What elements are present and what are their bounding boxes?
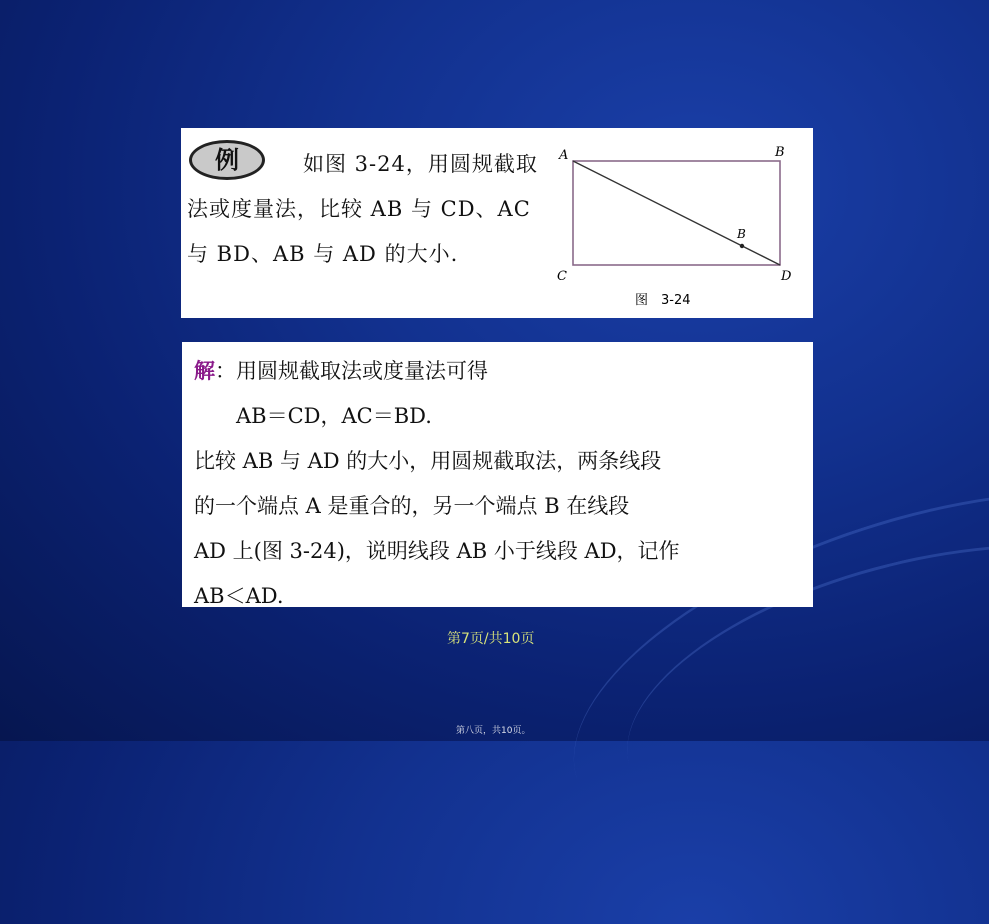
- solution-line: AB＜AD.: [194, 584, 284, 608]
- point-b-on-ad: [740, 244, 744, 248]
- solution-line: 比较 AB 与 AD 的大小，用圆规截取法，两条线段: [194, 449, 662, 473]
- label-b-on-ad: B: [737, 227, 746, 241]
- footer-text: 第八页，共10页。: [456, 726, 531, 736]
- label-b-top: B: [775, 145, 785, 160]
- example-badge: 例: [189, 140, 265, 180]
- label-c: C: [557, 269, 567, 284]
- example-panel: [181, 128, 813, 318]
- page-indicator: 第7页/共10页: [447, 631, 535, 647]
- solution-line: AB＝CD，AC＝BD.: [236, 404, 432, 428]
- diagonal-ad: [573, 161, 780, 265]
- figure-3-24: [553, 142, 803, 314]
- label-a: A: [559, 148, 569, 163]
- figure-caption: 图 3-24: [635, 293, 691, 308]
- solution-panel: [182, 342, 813, 607]
- solution-text: [194, 348, 809, 619]
- solution-label: 解: [194, 358, 215, 383]
- solution-line: AD 上(图 3-24)，说明线段 AB 小于线段 AD，记作: [194, 539, 680, 563]
- example-text: 如图 3-24，用圆规截取法或度量法，比较 AB 与 CD、AC 与 BD、AB 与 AD 的大小.: [187, 152, 538, 266]
- solution-line: 的一个端点 A 是重合的，另一个端点 B 在线段: [194, 494, 630, 518]
- solution-line: 解：用圆规截取法或度量法可得: [194, 358, 488, 383]
- label-d: D: [781, 269, 792, 284]
